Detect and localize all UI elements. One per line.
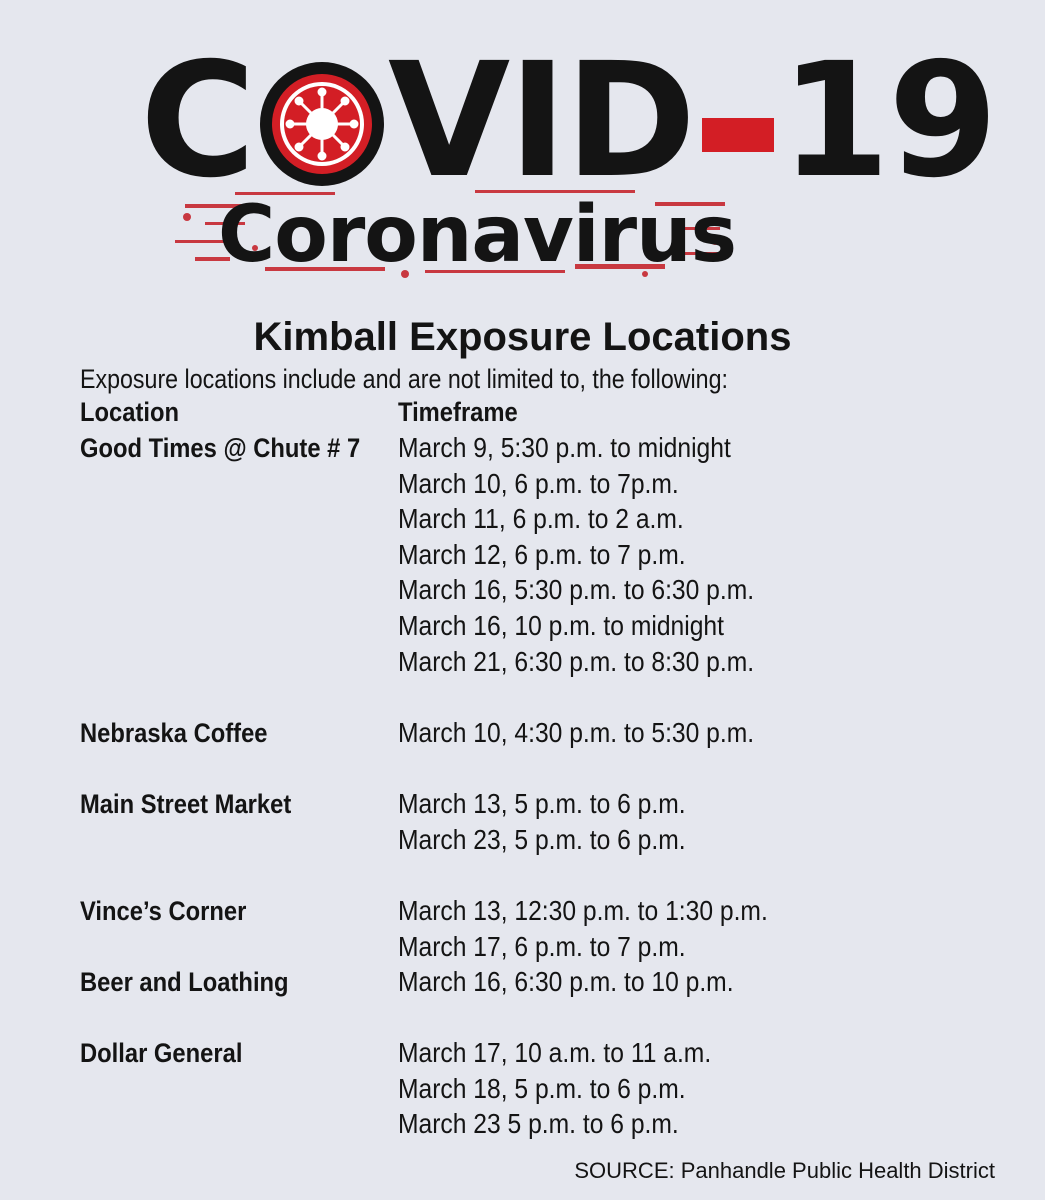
timeframe-entry: March 16, 6:30 p.m. to 10 p.m. xyxy=(398,966,734,997)
location-name: Beer and Loathing xyxy=(80,967,289,997)
timeframe-entry: March 10, 6 p.m. to 7p.m. xyxy=(398,467,679,499)
column-header-location: Location xyxy=(80,397,179,427)
location-name: Main Street Market xyxy=(80,789,292,819)
covid-logo xyxy=(0,0,1045,300)
timeframe-entry: March 23 5 p.m. to 6 p.m. xyxy=(398,1108,679,1140)
timeframe-list xyxy=(398,893,818,964)
timeframe-entry: March 17, 6 p.m. to 7 p.m. xyxy=(398,930,686,962)
intro-text: Exposure locations include and are not limited to, the following: xyxy=(80,364,728,394)
logo-dash xyxy=(702,118,774,152)
logo-wordmark xyxy=(140,29,997,213)
timeframe-entry: March 16, 5:30 p.m. to 6:30 p.m. xyxy=(398,574,755,606)
timeframe-list xyxy=(398,1035,754,1142)
logo-letter-c: C xyxy=(140,29,254,213)
location-name: Nebraska Coffee xyxy=(80,718,268,748)
timeframe-entry: March 13, 12:30 p.m. to 1:30 p.m. xyxy=(398,895,768,926)
virus-icon xyxy=(258,60,386,188)
timeframe-list xyxy=(398,715,803,751)
timeframe-list xyxy=(398,430,803,679)
location-name: Vince’s Corner xyxy=(80,896,247,926)
timeframe-entry: March 21, 6:30 p.m. to 8:30 p.m. xyxy=(398,645,755,677)
logo-letters-vid: VID xyxy=(387,29,695,213)
timeframe-entry: March 11, 6 p.m. to 2 a.m. xyxy=(398,503,684,535)
column-header-timeframe: Timeframe xyxy=(398,397,518,427)
timeframe-entry: March 16, 10 p.m. to midnight xyxy=(398,609,724,641)
logo-subtitle: Coronavirus xyxy=(218,190,737,280)
source-credit: SOURCE: Panhandle Public Health District xyxy=(574,1158,995,1183)
timeframe-entry: March 10, 4:30 p.m. to 5:30 p.m. xyxy=(398,717,755,748)
timeframe-list xyxy=(398,964,779,1000)
timeframe-entry: March 13, 5 p.m. to 6 p.m. xyxy=(398,788,686,819)
timeframe-entry: March 18, 5 p.m. to 6 p.m. xyxy=(398,1072,686,1104)
timeframe-list xyxy=(398,786,725,857)
timeframe-entry: March 9, 5:30 p.m. to midnight xyxy=(398,432,731,463)
location-name: Good Times @ Chute # 7 xyxy=(80,433,361,463)
logo-number: 19 xyxy=(780,29,997,213)
timeframe-entry: March 12, 6 p.m. to 7 p.m. xyxy=(398,538,686,570)
page-title: Kimball Exposure Locations xyxy=(253,315,792,359)
timeframe-entry: March 17, 10 a.m. to 11 a.m. xyxy=(398,1037,712,1068)
location-name: Dollar General xyxy=(80,1038,243,1068)
timeframe-entry: March 23, 5 p.m. to 6 p.m. xyxy=(398,823,686,855)
